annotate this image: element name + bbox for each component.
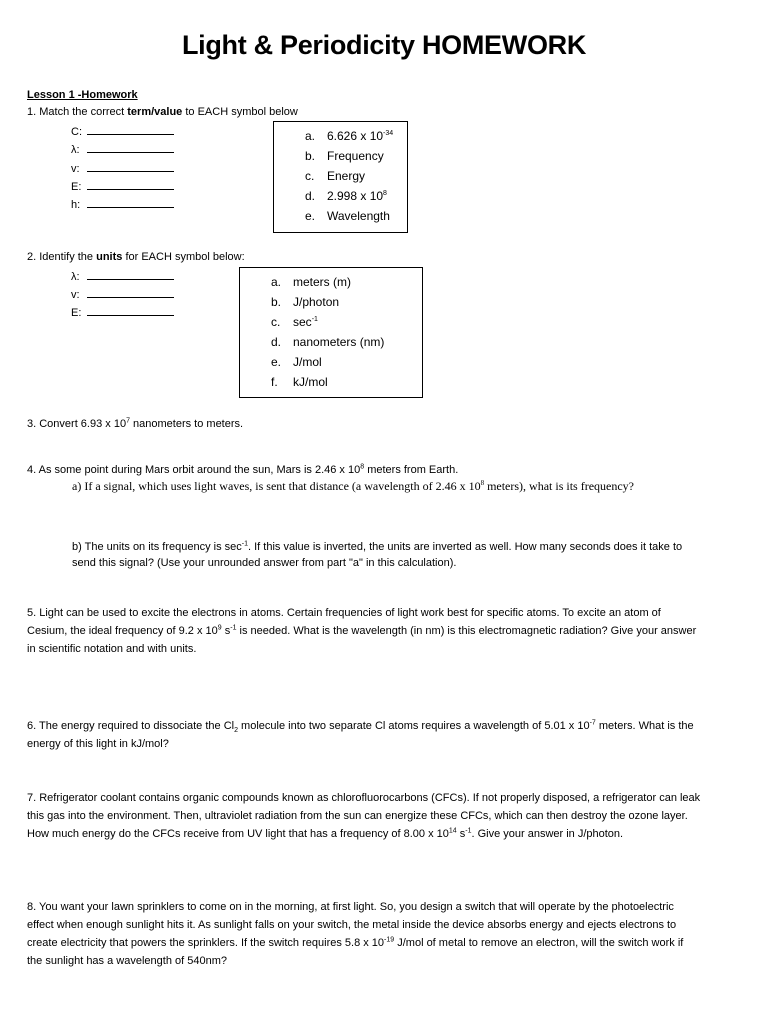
q1-answer-e[interactable]: E: — [71, 180, 211, 193]
q1-option-e: e. Wavelength — [305, 209, 390, 223]
question-6: 6. The energy required to dissociate the $Cl_2$ molecule into two separate Cl atoms requires a wavelength of 5.01 x $10^{-7}$ meters. What is the energy of this light in kJ/mol? — [27, 719, 694, 750]
q1-options-box — [273, 121, 408, 233]
question-5: 5. Light can be used to excite the electrons in atoms. Certain frequencies of light work best for specific atoms. To excite an atom of Cesium, the ideal frequency of 9.2 x $10^9$ $s^{-1}$ is needed. What is the wavelength (in nm) is this electromagnetic radiation? Give your answer in scientific notation and with units. — [27, 607, 697, 655]
q2-answer-lambda[interactable]: λ: — [71, 270, 211, 283]
q1-answer-v[interactable]: v: — [71, 162, 211, 175]
q1-answer-h[interactable]: h: — [71, 198, 211, 211]
q2-option-b: b. J/photon — [271, 295, 340, 309]
q1-option-b: b. Frequency — [305, 149, 384, 163]
question-2-prompt: 2. Identify the units for EACH symbol below: — [27, 251, 245, 263]
question-1-prompt: 1. Match the correct term/value to EACH symbol below — [27, 106, 298, 118]
question-8: 8. You want your lawn sprinklers to come on in the morning, at first light. So, you design a switch that will operate by the photoelectric effect when enough sunlight hits it. As sunlight falls on your switch, the metal inside the device absorbs energy and ejects electrons to create electricity that powers the sprinklers. If the switch requires 5.8 x $10^{-19}$ J/mol of metal to remove an electron, will the switch work if the sunlight has a wavelength of 540nm? — [27, 901, 684, 967]
q1-option-a: a. 6.626 x $10^{-34}$ — [305, 129, 394, 143]
q2-answer-e[interactable]: E: — [71, 306, 211, 319]
q2-option-c: c. $\sec^{-1}$ — [271, 315, 318, 329]
q1-answer-lambda[interactable]: λ: — [71, 143, 211, 156]
q2-option-f: f. kJ/mol — [271, 375, 328, 389]
q2-option-a: a. meters (m) — [271, 275, 351, 289]
q1-answer-c[interactable]: C: — [71, 125, 211, 138]
question-4: 4. As some point during Mars orbit around the sun, Mars is 2.46 x $10^8$ meters from Earth. — [27, 463, 459, 476]
question-4b: b) The units on its frequency is $\sec^{-1}$. If this value is inverted, the units are inverted as well. How many seconds does it take to send this signal? (Use your unrounded answer from part "a" in this calculation). — [72, 540, 683, 569]
question-4a: a) If a signal, which uses light waves, is sent that distance (a wavelength of 2.46 x $10^8$ meters), what is its frequency? — [72, 479, 635, 493]
q2-answer-v[interactable]: v: — [71, 288, 211, 301]
q1-option-c: c. Energy — [305, 169, 366, 183]
q2-option-d: d. nanometers (nm) — [271, 335, 385, 349]
q2-options-box — [239, 267, 423, 398]
lesson-heading: Lesson 1 -Homework — [27, 89, 138, 101]
q2-option-e: e. J/mol — [271, 355, 322, 369]
page-title: Light & Periodicity HOMEWORK — [181, 30, 587, 60]
question-7: 7. Refrigerator coolant contains organic compounds known as chlorofluorocarbons (CFCs). If not properly disposed, a refrigerator can leak this gas into the environment. Then, ultraviolet radiation from the sun can energize these CFCs, which can then destroy the ozone layer. How much energy do the CFCs receive from UV light that has a frequency of 8.00 x $10^{14}$ $s^{-1}$. Give your answer in J/photon. — [27, 792, 701, 840]
q1-option-d: d. 2.998 x $10^8$ — [305, 189, 387, 203]
question-3: 3. Convert 6.93 x $10^7$ nanometers to meters. — [27, 417, 244, 430]
